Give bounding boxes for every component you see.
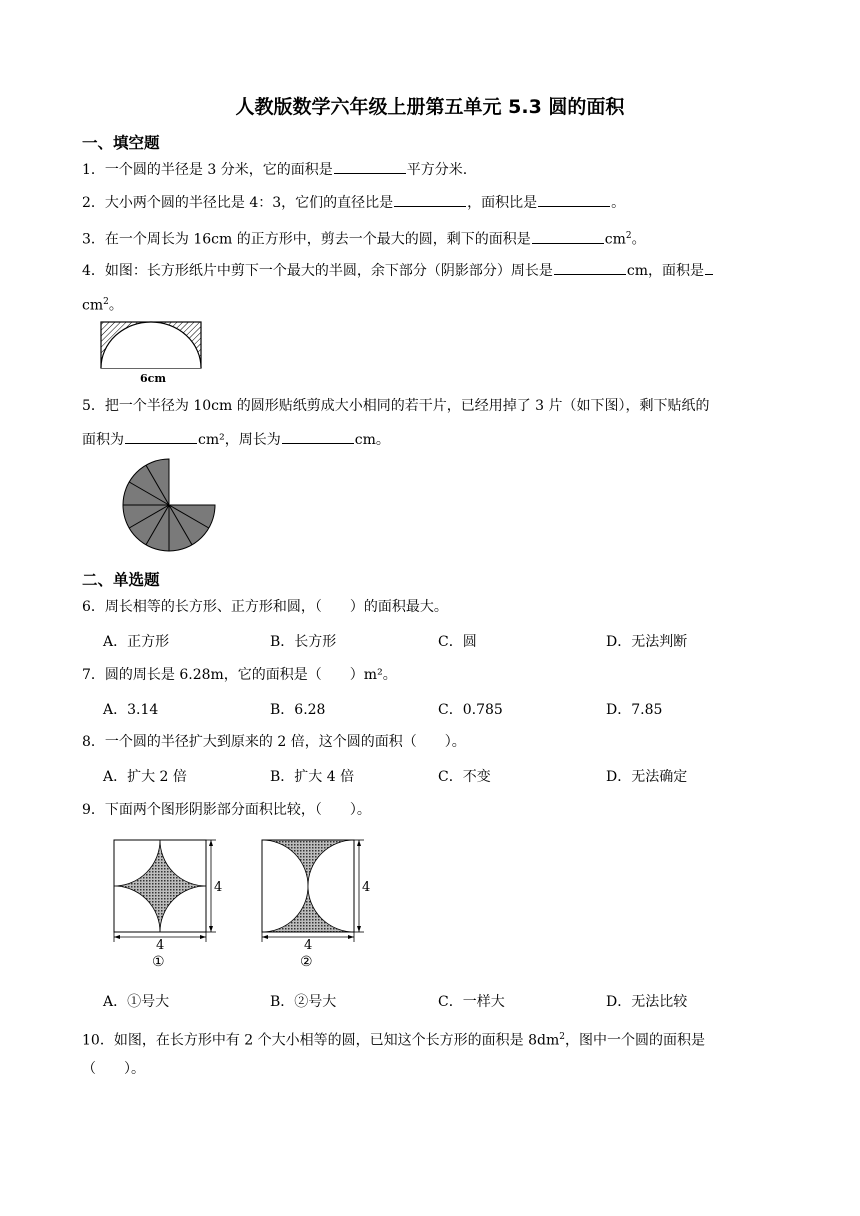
- figure-1-astroid: [104, 832, 234, 972]
- answer-blank[interactable]: [532, 229, 604, 244]
- question-10-text-b: ，图中一个圆的面积是: [564, 1032, 705, 1049]
- question-10-text: 10．如图，在长方形中有 2 个大小相等的圆，已知这个长方形的面积是 8dm: [82, 1032, 560, 1049]
- section-single-choice: 二、单选题: [82, 571, 160, 589]
- question-8: 8．一个圆的半径扩大到原来的 2 倍，这个圆的面积（ ）。: [82, 734, 466, 750]
- answer-blank[interactable]: [125, 429, 197, 444]
- figure-label: 6cm: [140, 372, 166, 385]
- option-a[interactable]: A．正方形: [103, 634, 170, 650]
- question-1-text: 1．一个圆的半径是 3 分米，它的面积是: [82, 162, 333, 178]
- question-3: [82, 226, 646, 250]
- option-c[interactable]: C．一样大: [438, 994, 505, 1010]
- answer-blank[interactable]: [334, 159, 406, 174]
- option-c[interactable]: C．不变: [438, 769, 491, 785]
- question-5-text-b: cm²，周长为: [198, 432, 281, 448]
- option-d[interactable]: D．7.85: [606, 702, 663, 718]
- answer-blank[interactable]: [394, 192, 466, 207]
- question-2: [82, 192, 625, 213]
- question-3-unit: cm: [604, 231, 626, 248]
- question-5-end: cm。: [354, 432, 390, 448]
- question-7: 7．圆的周长是 6.28m，它的面积是（ ）m²。: [82, 667, 397, 683]
- question-4-end: 。: [108, 297, 123, 314]
- question-2-text-b: ，面积比是: [467, 195, 538, 211]
- superscript: 2: [103, 297, 109, 307]
- answer-blank[interactable]: [538, 192, 610, 207]
- option-c[interactable]: C．0.785: [438, 702, 503, 718]
- semicircle-figure: [96, 318, 208, 386]
- option-a[interactable]: A．扩大 2 倍: [103, 769, 187, 785]
- section-fill-blank: 一、填空题: [82, 134, 160, 152]
- question-1: [82, 159, 467, 180]
- question-5-text: 5．把一个半径为 10cm 的圆形贴纸剪成大小相同的若干片，已经用掉了 3 片（如下图），剩下贴纸的: [82, 398, 710, 414]
- figure-number-label: ①: [152, 954, 165, 970]
- question-4-line2: [82, 292, 123, 316]
- question-4-unit: cm: [82, 297, 104, 314]
- question-5: [82, 396, 710, 416]
- question-10-line2: （ ）。: [82, 1061, 145, 1077]
- question-2-text: 2．大小两个圆的半径比是 4：3，它们的直径比是: [82, 195, 394, 211]
- question-1-unit: 平方分米.: [406, 162, 468, 178]
- question-5-text-a: 面积为: [82, 432, 124, 448]
- question-9: 9．下面两个图形阴影部分面积比较，（ ）。: [82, 802, 371, 818]
- figure-2-semicircles: [252, 832, 382, 972]
- bottom-length-label: 4: [156, 938, 165, 953]
- question-4-text-b: cm，面积是: [626, 263, 705, 279]
- option-a[interactable]: A．①号大: [103, 994, 170, 1010]
- circle-pieces: [123, 459, 215, 551]
- option-d[interactable]: D．无法确定: [606, 769, 688, 785]
- answer-blank[interactable]: [554, 260, 626, 275]
- answer-blank[interactable]: [705, 260, 713, 275]
- question-4: [82, 260, 714, 281]
- option-b[interactable]: B．②号大: [270, 994, 337, 1010]
- option-d[interactable]: D．无法判断: [606, 634, 688, 650]
- side-length-label: 4: [362, 880, 371, 895]
- question-5-line2: [82, 429, 390, 450]
- question-6: 6．周长相等的长方形、正方形和圆，（ ）的面积最大。: [82, 599, 448, 615]
- question-2-end: 。: [611, 195, 626, 211]
- option-d[interactable]: D．无法比较: [606, 994, 688, 1010]
- question-3-text: 3．在一个周长为 16cm 的正方形中，剪去一个最大的圆，剩下的面积是: [82, 231, 531, 248]
- superscript: 2: [625, 231, 632, 241]
- option-b[interactable]: B．扩大 4 倍: [270, 769, 355, 785]
- figure-number-label: ②: [300, 954, 313, 970]
- superscript: 2: [559, 1032, 565, 1042]
- question-3-end: 。: [631, 231, 646, 248]
- option-b[interactable]: B．6.28: [270, 702, 326, 718]
- question-10: [82, 1027, 705, 1051]
- cut-circle-figure: [114, 455, 224, 555]
- bottom-length-label: 4: [304, 938, 313, 953]
- page-title: 人教版数学六年级上册第五单元 5.3 圆的面积: [235, 96, 625, 118]
- option-b[interactable]: B．长方形: [270, 634, 337, 650]
- answer-blank[interactable]: [282, 429, 354, 444]
- side-length-label: 4: [214, 880, 223, 895]
- option-a[interactable]: A．3.14: [103, 702, 159, 718]
- question-4-text: 4．如图：长方形纸片中剪下一个最大的半圆，余下部分（阴影部分）周长是: [82, 263, 553, 279]
- option-c[interactable]: C．圆: [438, 634, 477, 650]
